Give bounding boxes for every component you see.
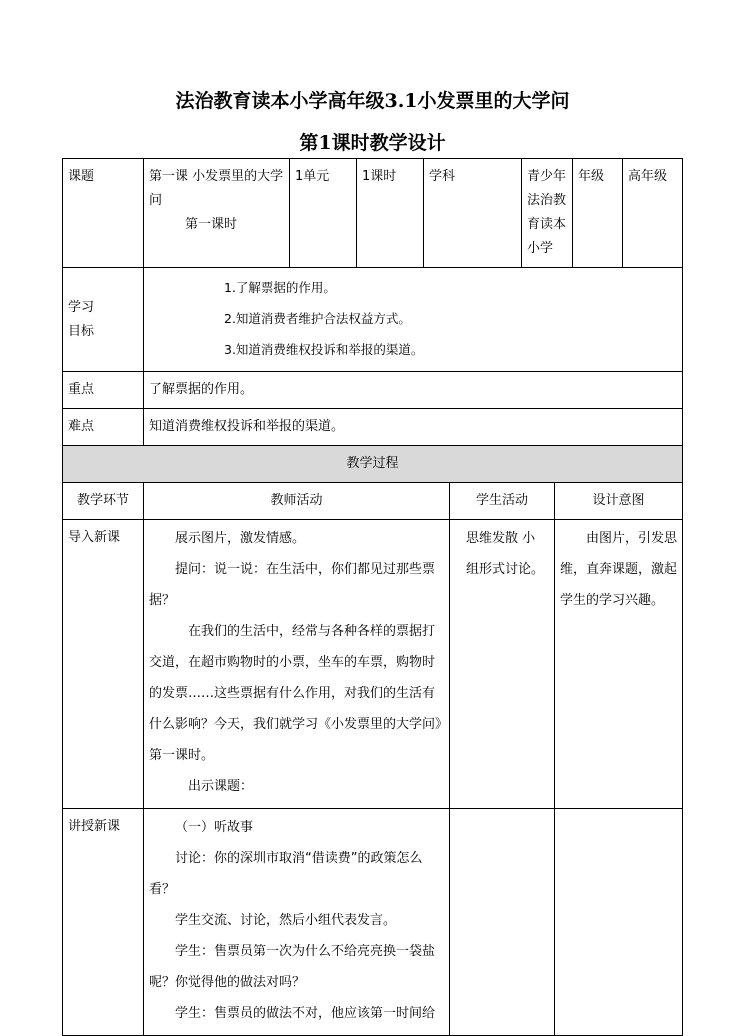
intro-stage: 导入新课 (63, 520, 144, 809)
subject-label: 学科 (424, 159, 522, 268)
intro-teacher-para: 出示课题： (188, 779, 254, 794)
grade-value: 高年级 (623, 159, 683, 268)
new-lesson-teacher-para: 学生：售票员的做法不对，他应该第一时间给 (175, 1006, 436, 1021)
document-subtitle: 第1课时教学设计 (299, 132, 446, 154)
column-header: 设计意图 (555, 483, 683, 520)
new-lesson-teacher-activity (144, 809, 450, 1036)
topic-line1: 第一课 小发票里的大学问 (149, 169, 284, 208)
goals-list (144, 268, 683, 372)
header-row (63, 159, 683, 268)
difficulty-label: 难点 (63, 409, 144, 446)
new-lesson-teacher-para: （一）听故事 (175, 820, 254, 835)
goals-row (63, 268, 683, 372)
hours-value: 1课时 (357, 159, 424, 268)
column-header: 学生活动 (450, 483, 555, 520)
document-title: 法治教育读本小学高年级3.1小发票里的大学问 (175, 90, 570, 112)
goals-label-line2: 目标 (68, 323, 95, 339)
goal-item: 1.了解票据的作用。 (224, 280, 336, 295)
intro-row (63, 520, 683, 809)
intro-teacher-activity (144, 520, 450, 809)
process-title: 教学过程 (63, 446, 683, 483)
new-lesson-design-intent (555, 809, 683, 1036)
intro-student-activity: 思维发散 小组形式讨论。 (450, 520, 555, 809)
goals-label (63, 268, 144, 372)
lesson-plan-table (62, 158, 683, 1036)
goal-item: 3.知道消费维权投诉和举报的渠道。 (224, 342, 424, 357)
intro-teacher-para: 在我们的生活中，经常与各种各样的票据打交道，在超市购物时的小票，坐车的车票，购物时的发票……这些票据有什么作用，对我们的生活有什么影响？今天，我们就学习《小发票里的大学问》第一课时。 (149, 624, 442, 763)
process-title-row (63, 446, 683, 483)
new-lesson-row (63, 809, 683, 1036)
difficulty-row (63, 409, 683, 446)
intro-teacher-para: 提问：说一说：在生活中，你们都见过那些票据？ (149, 562, 436, 608)
goal-item: 2.知道消费者维护合法权益方式。 (224, 311, 411, 326)
key-point-label: 重点 (63, 372, 144, 409)
unit-value: 1单元 (290, 159, 357, 268)
column-header: 教学环节 (63, 483, 144, 520)
new-lesson-teacher-para: 学生：售票员第一次为什么不给亮亮换一袋盐呢？你觉得他的做法对吗？ (149, 944, 436, 990)
intro-teacher-para: 展示图片，激发情感。 (175, 531, 306, 546)
column-header-row (63, 483, 683, 520)
key-point-text: 了解票据的作用。 (144, 372, 683, 409)
topic-line2: 第一课时 (185, 217, 238, 232)
key-point-row (63, 372, 683, 409)
column-header: 教师活动 (144, 483, 450, 520)
new-lesson-teacher-para: 学生交流、讨论，然后小组代表发言。 (175, 913, 397, 928)
topic-label: 课题 (63, 159, 144, 268)
grade-label: 年级 (573, 159, 623, 268)
new-lesson-stage: 讲授新课 (63, 809, 144, 1036)
goals-label-line1: 学习 (68, 299, 95, 315)
intro-design-intent: 由图片，引发思维，直奔课题，激起学生的学习兴趣。 (555, 520, 683, 809)
difficulty-text: 知道消费维权投诉和举报的渠道。 (144, 409, 683, 446)
new-lesson-student-activity (450, 809, 555, 1036)
new-lesson-teacher-para: 讨论：你的深圳市取消“借读费”的政策怎么看？ (149, 851, 423, 897)
topic-value (144, 159, 290, 268)
subject-value: 青少年法治教育读本小学 (522, 159, 573, 268)
